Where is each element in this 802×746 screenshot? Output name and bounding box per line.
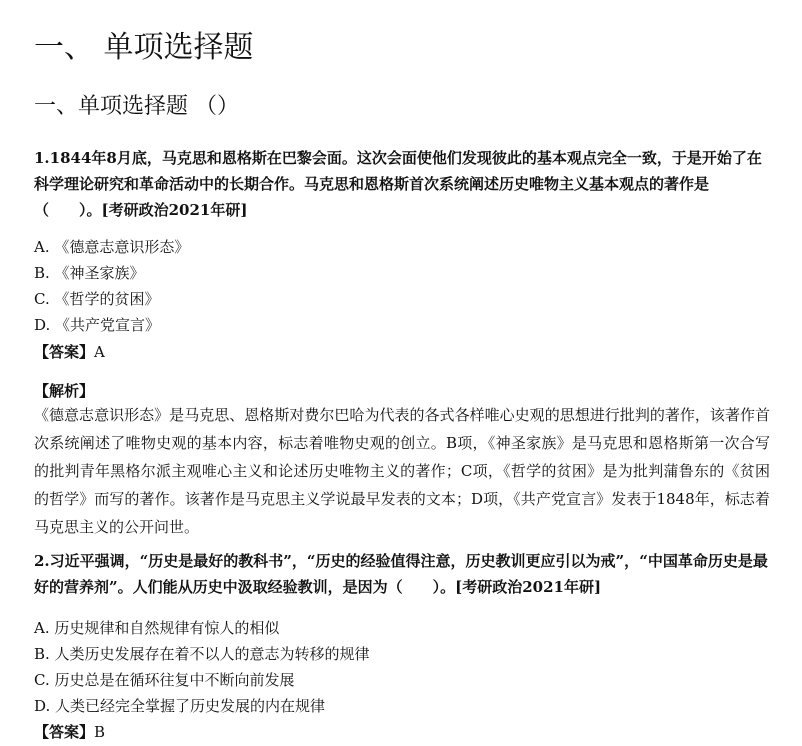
question-1-option-b: B. 《神圣家族》 [34,264,145,282]
question-2-number: 2. [34,552,50,570]
question-1-analysis-label: 【解析】 [34,382,95,400]
question-2-option-b: B. 人类历史发展存在着不以人的意志为转移的规律 [34,645,370,663]
question-1-stem [34,145,770,223]
question-1-text: 1844年8月底，马克思和恩格斯在巴黎会面。这次会面使他们发现彼此的基本观点完全一致，于是开始了在科学理论研究和革命活动中的长期合作。马克思和恩格斯首次系统阐述历史唯物主义基本观点的著作是（ ）。[考研政治2021年研] [34,149,762,219]
answer-value: A [94,343,105,361]
question-2-option-c: C. 历史总是在循环往复中不断向前发展 [34,671,295,689]
question-1-option-a: A. 《德意志意识形态》 [34,238,190,256]
question-2-option-d: D. 人类已经完全掌握了历史发展的内在规律 [34,697,326,715]
question-2-answer [34,721,105,743]
question-2-text: 习近平强调，“历史是最好的教科书”，“历史的经验值得注意，历史教训更应引以为戒”，“中国革命历史是最好的营养剂”。人们能从历史中汲取经验教训，是因为（ ）。[考研政治2021年研] [34,552,768,596]
question-1-answer [34,341,105,363]
question-2-stem [34,548,770,600]
answer-value: B [94,723,106,741]
question-1-number: 1. [34,149,50,167]
section-title: 一、 单项选择题 [34,30,254,65]
answer-label: 【答案】 [34,343,95,361]
question-2-option-a: A. 历史规律和自然规律有惊人的相似 [34,619,280,637]
subsection-title: 一、单项选择题 （） [34,94,239,119]
question-1-analysis: 《德意志意识形态》是马克思、恩格斯对费尔巴哈为代表的各式各样唯心史观的思想进行批判的著作，该著作首次系统阐述了唯物史观的基本内容，标志着唯物史观的创立。B项，《神圣家族》是马克思和恩格斯第一次合写的批判青年黑格尔派主观唯心主义和论述历史唯物主义的著作；C项，《哲学的贫困》是为批判蒲鲁东的《贫困的哲学》而写的著作。该著作是马克思主义学说最早发表的文本；D项，《共产党宣言》发表于1848年，标志着马克思主义的公开问世。 [34,406,770,536]
question-1-option-d: D. 《共产党宣言》 [34,316,161,334]
answer-label: 【答案】 [34,723,95,741]
question-1-option-c: C. 《哲学的贫困》 [34,290,160,308]
